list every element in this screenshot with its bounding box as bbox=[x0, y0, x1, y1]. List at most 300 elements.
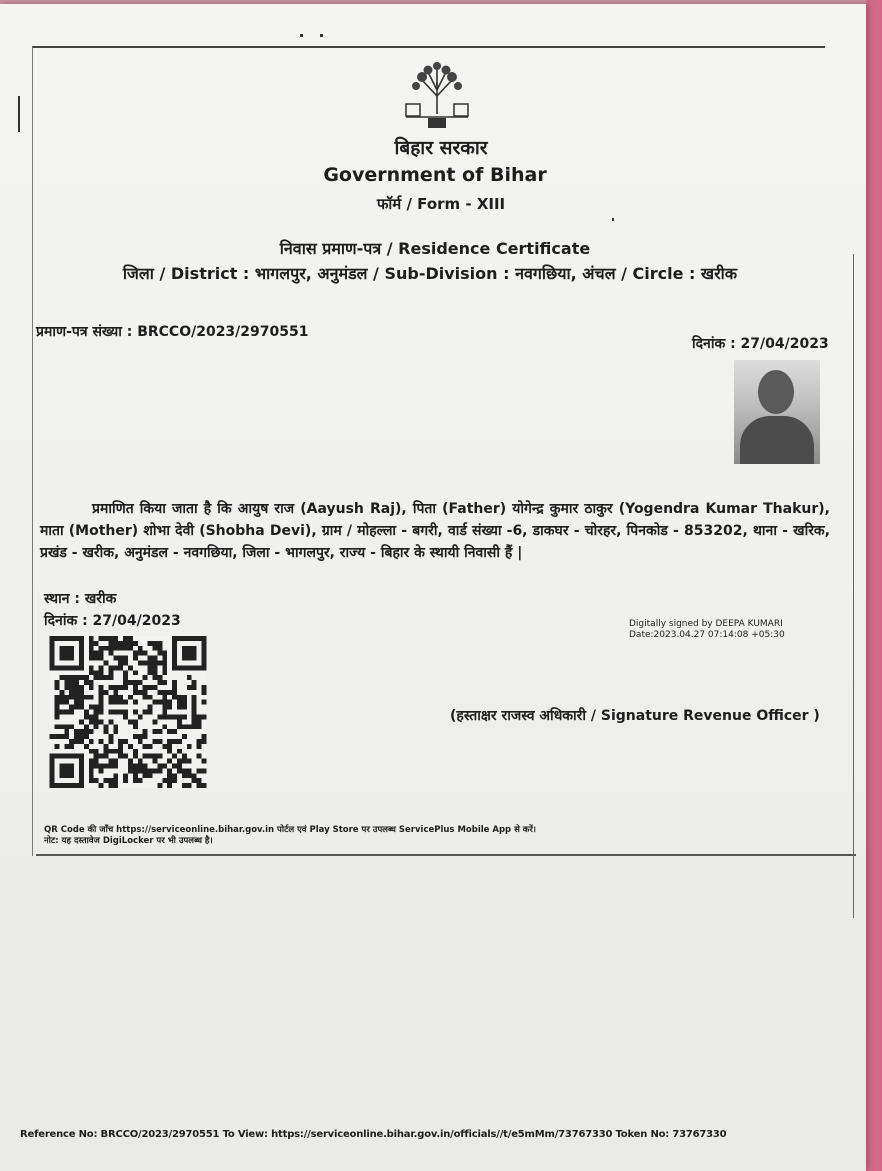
qr-module bbox=[113, 646, 118, 651]
qr-module bbox=[118, 665, 123, 670]
qr-module bbox=[79, 729, 84, 734]
qr-module bbox=[167, 749, 172, 754]
qr-module bbox=[148, 710, 153, 715]
qr-module bbox=[148, 641, 153, 646]
qr-module bbox=[123, 773, 128, 778]
qr-module bbox=[94, 651, 99, 656]
qr-module bbox=[187, 685, 192, 690]
qr-module bbox=[79, 734, 84, 739]
qr-module bbox=[89, 665, 94, 670]
qr-module bbox=[192, 719, 197, 724]
qr-module bbox=[74, 695, 79, 700]
qr-module bbox=[187, 783, 192, 788]
certificate-body-text: प्रमाणित किया जाता है कि आयुष राज (Aayush Raj), पिता (Father) योगेन्द्र कुमार ठाकुर (Yogendra Kumar Thakur), माता (Mother) शोभा देवी (Shobha Devi), ग्राम / मोहल्ला - बगरी, वार्ड संख्या -6, डाकघर - चोरहर, पिनकोड - 853202, थाना - खरिक, प्रखंड - खरीक, अनुमंडल - नवगछिया, जिला - भागलपुर, राज्य - बिहार के स्थायी निवासी हैं | bbox=[40, 501, 830, 561]
qr-module bbox=[113, 665, 118, 670]
qr-module bbox=[133, 749, 138, 754]
qr-module bbox=[153, 670, 158, 675]
qr-module bbox=[148, 670, 153, 675]
qr-module bbox=[133, 768, 138, 773]
qr-module bbox=[79, 700, 84, 705]
qr-module bbox=[202, 714, 207, 719]
qr-module bbox=[167, 744, 172, 749]
qr-module bbox=[187, 744, 192, 749]
qr-module bbox=[192, 714, 197, 719]
qr-module bbox=[157, 739, 162, 744]
digital-signature-name: Digitally signed by DEEPA KUMARI bbox=[629, 619, 783, 629]
qr-module bbox=[143, 695, 148, 700]
qr-module bbox=[157, 651, 162, 656]
qr-module bbox=[138, 661, 143, 666]
qr-module bbox=[143, 685, 148, 690]
qr-module bbox=[162, 651, 167, 656]
qr-module bbox=[59, 695, 64, 700]
qr-module bbox=[177, 724, 182, 729]
qr-module bbox=[123, 670, 128, 675]
qr-module bbox=[177, 714, 182, 719]
digilocker-note: नोट: यह दस्तावेज DigiLocker पर भी उपलब्ध है। bbox=[44, 836, 213, 846]
qr-module bbox=[167, 759, 172, 764]
qr-module bbox=[182, 783, 187, 788]
qr-module bbox=[103, 749, 108, 754]
qr-module bbox=[89, 763, 94, 768]
qr-module bbox=[128, 763, 133, 768]
qr-module bbox=[118, 710, 123, 715]
qr-module bbox=[94, 656, 99, 661]
qr-module bbox=[138, 714, 143, 719]
qr-module bbox=[113, 656, 118, 661]
qr-module bbox=[118, 641, 123, 646]
qr-module bbox=[138, 734, 143, 739]
qr-module bbox=[192, 705, 197, 710]
qr-module bbox=[143, 763, 148, 768]
qr-module bbox=[157, 754, 162, 759]
qr-module bbox=[79, 675, 84, 680]
qr-module bbox=[182, 714, 187, 719]
qr-module bbox=[84, 695, 89, 700]
qr-module bbox=[192, 700, 197, 705]
qr-module bbox=[108, 778, 113, 783]
qr-module bbox=[133, 651, 138, 656]
qr-module bbox=[157, 700, 162, 705]
qr-module bbox=[54, 744, 59, 749]
qr-module bbox=[84, 724, 89, 729]
qr-module bbox=[113, 710, 118, 715]
qr-module bbox=[202, 739, 207, 744]
govt-name-english: Government of Bihar bbox=[323, 164, 547, 186]
qr-module bbox=[128, 695, 133, 700]
speck bbox=[320, 34, 323, 37]
qr-module bbox=[108, 700, 113, 705]
qr-module bbox=[187, 773, 192, 778]
qr-module bbox=[113, 763, 118, 768]
qr-module bbox=[108, 759, 113, 764]
qr-module bbox=[148, 656, 153, 661]
qr-module bbox=[192, 724, 197, 729]
qr-module bbox=[113, 783, 118, 788]
qr-module bbox=[182, 705, 187, 710]
qr-module bbox=[118, 700, 123, 705]
qr-module bbox=[192, 773, 197, 778]
qr-module bbox=[89, 739, 94, 744]
qr-module bbox=[157, 680, 162, 685]
qr-module bbox=[94, 763, 99, 768]
qr-module bbox=[99, 685, 104, 690]
qr-module bbox=[103, 763, 108, 768]
qr-module bbox=[99, 719, 104, 724]
qr-module bbox=[197, 778, 202, 783]
qr-module bbox=[113, 759, 118, 764]
qr-module bbox=[148, 768, 153, 773]
qr-module bbox=[153, 685, 158, 690]
qr-module bbox=[157, 783, 162, 788]
qr-module bbox=[162, 695, 167, 700]
date-bottom: दिनांक : 27/04/2023 bbox=[44, 613, 181, 629]
qr-module bbox=[192, 680, 197, 685]
qr-module bbox=[74, 685, 79, 690]
qr-module bbox=[54, 734, 59, 739]
qr-module bbox=[133, 710, 138, 715]
qr-module bbox=[54, 714, 59, 719]
qr-module bbox=[128, 680, 133, 685]
qr-module bbox=[108, 734, 113, 739]
qr-module bbox=[133, 724, 138, 729]
qr-module bbox=[108, 783, 113, 788]
certificate-title: निवास प्रमाण-पत्र / Residence Certificate bbox=[279, 239, 591, 258]
qr-module bbox=[153, 729, 158, 734]
qr-module bbox=[118, 656, 123, 661]
qr-module bbox=[123, 754, 128, 759]
qr-module bbox=[64, 685, 69, 690]
certificate-body bbox=[40, 498, 830, 564]
qr-module bbox=[103, 646, 108, 651]
qr-module bbox=[64, 724, 69, 729]
qr-module bbox=[54, 685, 59, 690]
qr-module bbox=[54, 705, 59, 710]
qr-module bbox=[197, 768, 202, 773]
qr-module bbox=[133, 773, 138, 778]
qr-module bbox=[54, 680, 59, 685]
qr-module bbox=[153, 656, 158, 661]
qr-module bbox=[84, 714, 89, 719]
qr-module bbox=[79, 690, 84, 695]
qr-module bbox=[123, 685, 128, 690]
qr-module bbox=[103, 754, 108, 759]
qr-module bbox=[108, 651, 113, 656]
qr-module bbox=[79, 705, 84, 710]
qr-module bbox=[118, 646, 123, 651]
qr-module bbox=[162, 700, 167, 705]
qr-module bbox=[133, 656, 138, 661]
qr-module bbox=[99, 651, 104, 656]
qr-module bbox=[89, 768, 94, 773]
qr-module bbox=[99, 665, 104, 670]
qr-module bbox=[182, 754, 187, 759]
qr-module bbox=[69, 724, 74, 729]
qr-module bbox=[69, 744, 74, 749]
qr-code-icon[interactable] bbox=[48, 636, 208, 788]
qr-module bbox=[69, 685, 74, 690]
qr-module bbox=[192, 685, 197, 690]
qr-module bbox=[103, 744, 108, 749]
qr-module bbox=[172, 685, 177, 690]
qr-module bbox=[50, 734, 55, 739]
issue-date: दिनांक : 27/04/2023 bbox=[692, 336, 829, 352]
qr-module bbox=[162, 661, 167, 666]
qr-module bbox=[182, 734, 187, 739]
qr-module bbox=[153, 719, 158, 724]
qr-module bbox=[157, 690, 162, 695]
qr-module bbox=[143, 773, 148, 778]
qr-module bbox=[157, 763, 162, 768]
qr-module bbox=[133, 685, 138, 690]
qr-module bbox=[94, 754, 99, 759]
qr-module bbox=[143, 690, 148, 695]
qr-module bbox=[99, 710, 104, 715]
qr-module bbox=[94, 714, 99, 719]
qr-module bbox=[143, 744, 148, 749]
qr-module bbox=[182, 700, 187, 705]
qr-module bbox=[118, 685, 123, 690]
qr-module bbox=[202, 685, 207, 690]
qr-module bbox=[69, 675, 74, 680]
qr-module bbox=[64, 710, 69, 715]
qr-module bbox=[182, 759, 187, 764]
qr-module bbox=[99, 783, 104, 788]
qr-module bbox=[94, 719, 99, 724]
qr-module bbox=[99, 754, 104, 759]
qr-module bbox=[157, 641, 162, 646]
qr-module bbox=[138, 680, 143, 685]
qr-module bbox=[123, 636, 128, 641]
qr-module bbox=[153, 768, 158, 773]
qr-module bbox=[94, 670, 99, 675]
qr-module bbox=[54, 710, 59, 715]
district-line: जिला / District : भागलपुर, अनुमंडल / Sub-Division : नवगछिया, अंचल / Circle : खरीक bbox=[122, 264, 738, 283]
qr-module bbox=[167, 714, 172, 719]
qr-module bbox=[162, 763, 167, 768]
qr-module bbox=[103, 724, 108, 729]
qr-module bbox=[79, 685, 84, 690]
qr-module bbox=[182, 773, 187, 778]
qr-module bbox=[167, 705, 172, 710]
qr-module bbox=[113, 773, 118, 778]
qr-verification-note: QR Code की जाँच https://serviceonline.bihar.gov.in पोर्टल एवं Play Store पर उपलब्ध ServicePlus Mobile App से करें। bbox=[44, 825, 537, 835]
qr-module bbox=[157, 768, 162, 773]
qr-module bbox=[177, 749, 182, 754]
qr-module bbox=[108, 646, 113, 651]
speck bbox=[612, 218, 614, 221]
qr-module bbox=[84, 710, 89, 715]
qr-module bbox=[113, 749, 118, 754]
qr-module bbox=[99, 705, 104, 710]
qr-module bbox=[99, 739, 104, 744]
qr-module bbox=[162, 690, 167, 695]
qr-module bbox=[153, 661, 158, 666]
qr-module bbox=[182, 724, 187, 729]
qr-module bbox=[108, 695, 113, 700]
qr-module bbox=[202, 734, 207, 739]
qr-module bbox=[108, 749, 113, 754]
qr-module bbox=[54, 724, 59, 729]
qr-module bbox=[162, 665, 167, 670]
qr-module bbox=[94, 641, 99, 646]
qr-module bbox=[157, 675, 162, 680]
qr-module bbox=[138, 759, 143, 764]
qr-module bbox=[99, 646, 104, 651]
qr-module bbox=[182, 768, 187, 773]
qr-module bbox=[79, 695, 84, 700]
qr-module bbox=[143, 675, 148, 680]
qr-module bbox=[94, 749, 99, 754]
qr-module bbox=[89, 778, 94, 783]
qr-module bbox=[69, 680, 74, 685]
qr-module bbox=[202, 690, 207, 695]
qr-module bbox=[177, 700, 182, 705]
qr-module bbox=[123, 680, 128, 685]
bottom-rule bbox=[36, 854, 856, 856]
qr-module bbox=[108, 670, 113, 675]
qr-module bbox=[167, 729, 172, 734]
qr-module bbox=[74, 675, 79, 680]
qr-module bbox=[64, 734, 69, 739]
qr-module bbox=[113, 700, 118, 705]
qr-module bbox=[74, 739, 79, 744]
qr-module bbox=[113, 695, 118, 700]
qr-module bbox=[143, 710, 148, 715]
qr-module bbox=[162, 710, 167, 715]
govt-name-hindi: बिहार सरकार bbox=[394, 137, 488, 159]
qr-module bbox=[123, 641, 128, 646]
qr-module bbox=[197, 714, 202, 719]
qr-module bbox=[182, 695, 187, 700]
qr-module bbox=[153, 759, 158, 764]
qr-module bbox=[89, 646, 94, 651]
qr-module bbox=[123, 710, 128, 715]
qr-module bbox=[143, 661, 148, 666]
qr-module bbox=[89, 719, 94, 724]
qr-module bbox=[59, 724, 64, 729]
qr-module bbox=[197, 754, 202, 759]
qr-module bbox=[172, 754, 177, 759]
qr-module bbox=[162, 656, 167, 661]
qr-module bbox=[202, 783, 207, 788]
qr-module bbox=[172, 690, 177, 695]
qr-module bbox=[148, 665, 153, 670]
qr-module bbox=[69, 710, 74, 715]
qr-module bbox=[89, 680, 94, 685]
qr-module bbox=[172, 763, 177, 768]
qr-module bbox=[153, 646, 158, 651]
qr-module bbox=[89, 729, 94, 734]
qr-module bbox=[148, 754, 153, 759]
qr-module bbox=[123, 675, 128, 680]
qr-module bbox=[197, 739, 202, 744]
qr-module bbox=[89, 636, 94, 641]
qr-module bbox=[108, 685, 113, 690]
qr-module bbox=[133, 719, 138, 724]
qr-module bbox=[108, 641, 113, 646]
qr-module bbox=[162, 680, 167, 685]
qr-module bbox=[187, 724, 192, 729]
qr-module bbox=[89, 749, 94, 754]
right-rule bbox=[853, 254, 854, 918]
qr-module bbox=[153, 700, 158, 705]
qr-module bbox=[153, 641, 158, 646]
qr-module bbox=[103, 778, 108, 783]
qr-module bbox=[133, 763, 138, 768]
qr-module bbox=[99, 670, 104, 675]
qr-module bbox=[99, 690, 104, 695]
qr-module bbox=[138, 778, 143, 783]
qr-module bbox=[143, 651, 148, 656]
qr-module bbox=[167, 739, 172, 744]
qr-module bbox=[99, 656, 104, 661]
qr-module bbox=[64, 744, 69, 749]
certificate-page bbox=[0, 4, 866, 1171]
qr-module bbox=[99, 695, 104, 700]
qr-module bbox=[94, 675, 99, 680]
qr-module bbox=[133, 670, 138, 675]
qr-module bbox=[118, 739, 123, 744]
qr-module bbox=[138, 690, 143, 695]
qr-module bbox=[202, 768, 207, 773]
qr-module bbox=[89, 670, 94, 675]
qr-module bbox=[167, 778, 172, 783]
qr-module bbox=[99, 675, 104, 680]
qr-module bbox=[133, 641, 138, 646]
qr-module bbox=[197, 724, 202, 729]
qr-module bbox=[103, 690, 108, 695]
bihar-emblem-icon bbox=[402, 62, 472, 134]
signature-label: (हस्ताक्षर राजस्व अधिकारी / Signature Revenue Officer ) bbox=[450, 708, 820, 724]
qr-module bbox=[138, 768, 143, 773]
qr-module bbox=[108, 763, 113, 768]
qr-module bbox=[177, 739, 182, 744]
qr-module bbox=[148, 744, 153, 749]
qr-module bbox=[74, 680, 79, 685]
qr-module bbox=[172, 714, 177, 719]
qr-module bbox=[84, 680, 89, 685]
qr-module bbox=[172, 773, 177, 778]
qr-module bbox=[202, 759, 207, 764]
qr-module bbox=[118, 661, 123, 666]
qr-module bbox=[74, 729, 79, 734]
qr-module bbox=[59, 700, 64, 705]
qr-module bbox=[157, 714, 162, 719]
qr-module bbox=[79, 719, 84, 724]
qr-module bbox=[123, 656, 128, 661]
qr-module bbox=[172, 680, 177, 685]
qr-module bbox=[162, 724, 167, 729]
qr-module bbox=[167, 690, 172, 695]
qr-module bbox=[157, 729, 162, 734]
qr-module bbox=[64, 700, 69, 705]
qr-module bbox=[148, 773, 153, 778]
qr-module bbox=[89, 695, 94, 700]
speck bbox=[300, 34, 303, 37]
qr-module bbox=[153, 665, 158, 670]
qr-module bbox=[162, 705, 167, 710]
qr-module bbox=[162, 744, 167, 749]
photo-body bbox=[740, 416, 814, 464]
qr-module bbox=[187, 768, 192, 773]
qr-module bbox=[99, 763, 104, 768]
qr-module bbox=[89, 705, 94, 710]
qr-module bbox=[123, 700, 128, 705]
qr-module bbox=[162, 778, 167, 783]
qr-module bbox=[103, 661, 108, 666]
qr-module bbox=[123, 714, 128, 719]
